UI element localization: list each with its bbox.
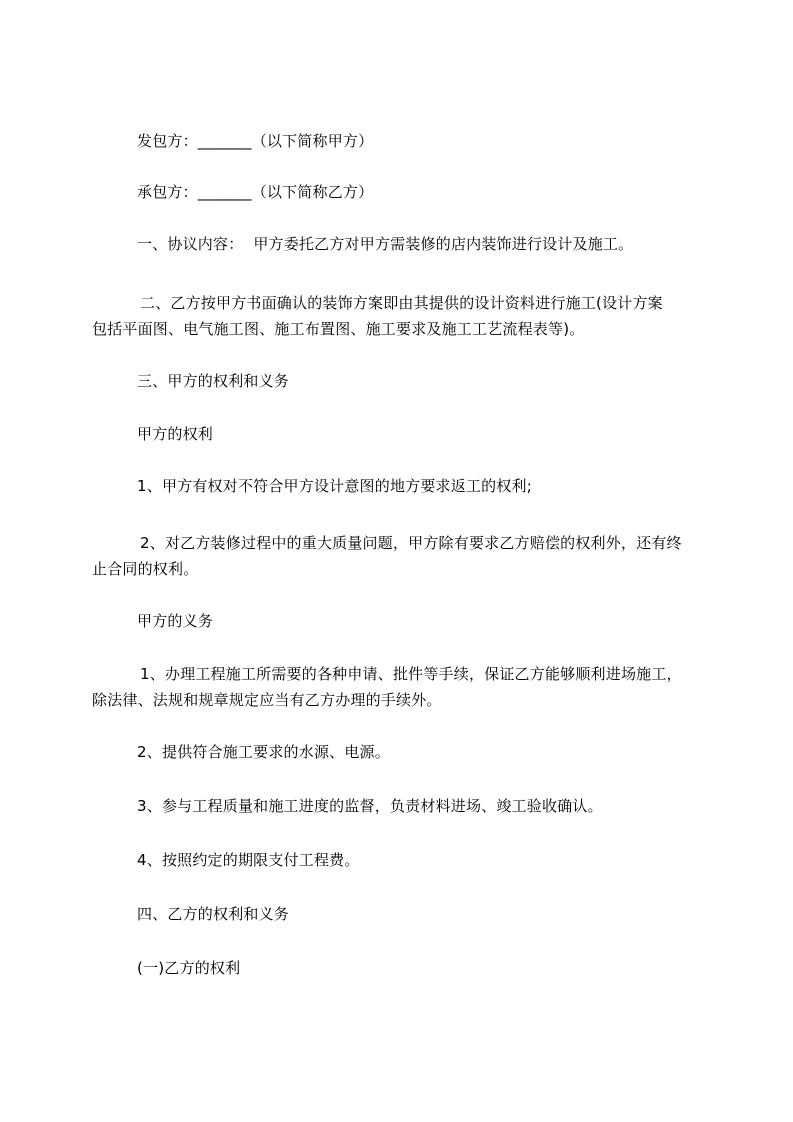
- heading-section-4: 四、乙方的权利和义务: [137, 905, 290, 923]
- paragraph-party-a: 发包方：_______（以下简称甲方）: [137, 132, 374, 150]
- paragraph-obligation-1-line-2: 除法律、法规和规章规定应当有乙方办理的手续外。: [92, 691, 442, 709]
- heading-section-3: 三、甲方的权利和义务: [137, 372, 290, 390]
- heading-party-a-rights: 甲方的权利: [137, 425, 214, 443]
- paragraph-rights-1: 1、甲方有权对不符合甲方设计意图的地方要求返工的权利;: [137, 477, 532, 495]
- paragraph-rights-2-line-1: 2、对乙方装修过程中的重大质量问题，甲方除有要求乙方赔偿的权利外，还有终: [140, 534, 682, 552]
- paragraph-party-b: 承包方：_______（以下简称乙方）: [137, 183, 374, 201]
- paragraph-section-2-line-1: 二、乙方按甲方书面确认的装饰方案即由其提供的设计资料进行施工(设计方案: [140, 294, 663, 312]
- heading-party-b-rights: (一)乙方的权利: [137, 959, 241, 977]
- paragraph-rights-2-line-2: 止合同的权利。: [92, 560, 199, 578]
- paragraph-obligation-4: 4、按照约定的期限支付工程费。: [137, 851, 360, 869]
- paragraph-obligation-2: 2、提供符合施工要求的水源、电源。: [137, 743, 390, 761]
- paragraph-section-1: 一、协议内容： 甲方委托乙方对甲方需装修的店内装饰进行设计及施工。: [137, 235, 634, 253]
- paragraph-obligation-1-line-1: 1、办理工程施工所需要的各种申请、批件等手续，保证乙方能够顺利进场施工，: [140, 665, 682, 683]
- paragraph-obligation-3: 3、参与工程质量和施工进度的监督，负责材料进场、竣工验收确认。: [137, 797, 603, 815]
- paragraph-section-2-line-2: 包括平面图、电气施工图、施工布置图、施工要求及施工工艺流程表等)。: [92, 320, 585, 338]
- heading-party-a-obligations: 甲方的义务: [137, 612, 214, 630]
